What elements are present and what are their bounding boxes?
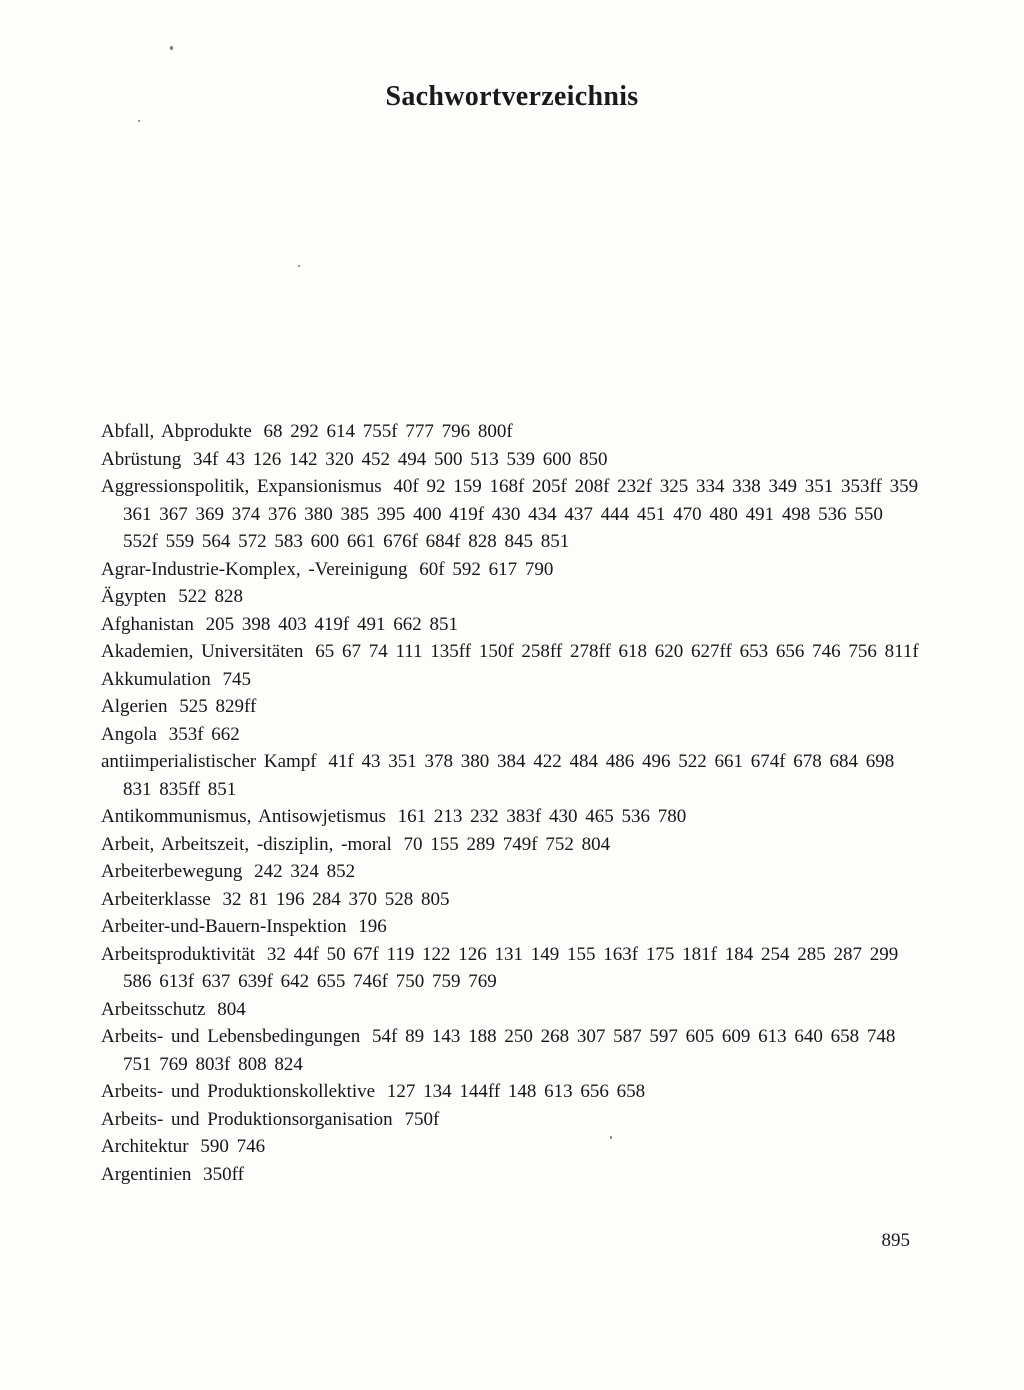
index-entry [101,1023,921,1078]
index-entry [101,446,921,474]
index-pages: 41f 43 351 378 380 384 422 484 486 496 522 661 674f 678 684 698 831 835ff 851 [123,751,895,800]
index-pages: 522 828 [178,586,243,607]
index-term: Aggressionspolitik, Expansionismus [101,476,382,497]
index-term: Akkumulation [101,668,211,690]
index-entry [101,1106,921,1134]
index-pages: 750f [404,1108,440,1130]
index-entry [101,913,921,941]
index-term: Arbeits- und Produktionskollektive [101,1081,376,1102]
index-entry [101,886,921,914]
index-entry [101,473,921,556]
index-term: Akademien, Universitäten [101,641,304,662]
index-pages: 60f 592 617 790 [419,558,554,580]
index-entry [101,996,921,1024]
subject-index [101,418,921,1188]
index-term: Arbeitsschutz [101,998,206,1020]
print-speck [138,120,140,122]
index-entry [101,693,921,721]
index-term: Arbeiter-und-Bauern-Inspektion [101,916,347,937]
page-title: Sachwortverzeichnis [385,80,639,112]
index-pages: 68 292 614 755f 777 796 800f [263,421,513,442]
index-entry [101,858,921,886]
index-pages: 804 [217,998,246,1020]
index-term: Antikommunismus, Antisowjetismus [101,806,386,827]
index-term: Afghanistan [101,613,194,635]
index-pages: 161 213 232 383f 430 465 536 780 [397,806,687,827]
index-pages: 205 398 403 419f 491 662 851 [205,613,458,635]
index-pages: 525 829ff [179,696,257,717]
index-pages: 353f 662 [168,723,240,745]
index-entry [101,941,921,996]
index-pages: 54f 89 143 188 250 268 307 587 597 605 609 613 640 658 748 751 769 803f 808 824 [123,1026,896,1075]
index-term: Angola [101,723,157,745]
index-term: Agrar-Industrie-Komplex, -Vereinigung [101,558,408,580]
index-pages: 65 67 74 111 135ff 150f 258ff 278ff 618 620 627ff 653 656 746 756 811f [315,641,919,662]
index-term: Architektur [101,1136,189,1157]
index-term: Abfall, Abprodukte [101,421,252,442]
index-term: antiimperialistischer Kampf [101,751,317,772]
print-speck [298,265,300,267]
index-term: Arbeits- und Produktionsorganisation [101,1108,393,1130]
print-speck [170,46,173,50]
index-term: Arbeit, Arbeitszeit, -disziplin, -moral [101,833,392,855]
index-entry [101,556,921,584]
index-pages: 242 324 852 [254,861,356,882]
index-pages: 590 746 [200,1136,266,1157]
index-entry [101,418,921,446]
index-term: Ägypten [101,586,167,607]
index-pages: 40f 92 159 168f 205f 208f 232f 325 334 338 349 351 353ff 359 361 367 369 374 376 380 385 395 400 419f 430 434 437 444 451 470 480 491 498 536 550 552f 559 564 572 583 600 661 676f 684f 828 845 851 [123,476,919,552]
index-entry [101,583,921,611]
index-entry [101,611,921,639]
index-pages: 196 [358,916,387,937]
index-pages: 127 134 144ff 148 613 656 658 [386,1081,646,1102]
index-pages: 70 155 289 749f 752 804 [403,833,611,855]
index-entry [101,1133,921,1161]
index-entry [101,803,921,831]
index-entry [101,1161,921,1189]
index-term: Arbeiterklasse [101,888,211,910]
index-term: Abrüstung [101,448,182,470]
index-term: Arbeitsproduktivität [101,943,256,965]
index-term: Algerien [101,696,168,717]
page-number: 895 [881,1230,910,1251]
index-entry [101,666,921,694]
index-pages: 32 44f 50 67f 119 122 126 131 149 155 163f 175 181f 184 254 285 287 299 586 613f 637 639f 642 655 746f 750 759 769 [123,943,899,992]
index-entry [101,638,921,666]
index-entry [101,1078,921,1106]
index-pages: 32 81 196 284 370 528 805 [222,888,450,910]
index-entry [101,831,921,859]
index-pages: 745 [222,668,252,690]
index-term: Argentinien [101,1163,192,1185]
index-entry [101,748,921,803]
index-pages: 350ff [203,1163,244,1185]
index-term: Arbeiterbewegung [101,861,243,882]
index-term: Arbeits- und Lebensbedingungen [101,1026,361,1047]
index-pages: 34f 43 126 142 320 452 494 500 513 539 600 850 [192,448,608,470]
index-entry [101,721,921,749]
